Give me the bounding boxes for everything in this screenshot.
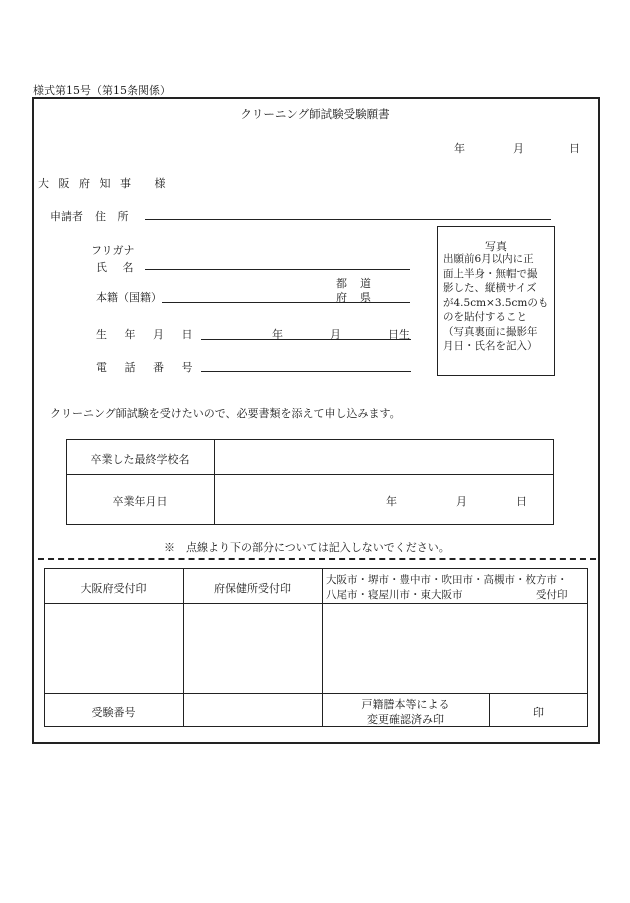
cities-line-1: 大阪市・堺市・豊中市・吹田市・高槻市・枚方市・ xyxy=(326,574,568,586)
grad-month-label: 月 xyxy=(456,495,467,508)
school-table-row-divider xyxy=(66,474,554,475)
photo-line: のを貼付すること xyxy=(443,311,527,323)
name-label: 氏 名 xyxy=(96,261,140,274)
date-month-label: 月 xyxy=(513,142,524,155)
address-field[interactable] xyxy=(145,219,551,220)
applicant-label: 申請者 xyxy=(50,210,83,223)
exam-number-label: 受験番号 xyxy=(91,706,136,719)
domicile-field[interactable] xyxy=(162,302,410,303)
birthdate-label: 生 年 月 日 xyxy=(96,328,200,341)
photo-line: 面上半身・無帽で撮 xyxy=(443,267,538,280)
grad-year-label: 年 xyxy=(386,495,397,508)
birth-day-label: 日生 xyxy=(388,328,410,341)
koseki-line-1: 戸籍謄本等による xyxy=(361,698,450,711)
school-table-divider xyxy=(214,439,215,525)
phone-field[interactable] xyxy=(201,371,411,372)
birth-month-label: 月 xyxy=(330,328,341,341)
cities-stamp-area[interactable] xyxy=(324,605,587,692)
address-label: 住 所 xyxy=(95,210,133,223)
osaka-pref-stamp-label: 大阪府受付印 xyxy=(80,582,147,595)
exam-number-field[interactable] xyxy=(185,695,321,726)
school-name-label: 卒業した最終学校名 xyxy=(90,453,190,466)
osaka-pref-stamp-area[interactable] xyxy=(46,605,182,692)
photo-instructions xyxy=(443,252,553,354)
grad-day-label: 日 xyxy=(516,495,527,508)
addressee: 大 阪 府 知 事 様 xyxy=(38,177,169,190)
phone-label: 電 話 番 号 xyxy=(96,361,200,374)
form-title: クリーニング師試験受験願書 xyxy=(240,107,390,121)
photo-line: 出願前6月以内に正 xyxy=(443,253,534,265)
date-year-label: 年 xyxy=(454,142,465,155)
photo-title: 写真 xyxy=(485,240,507,253)
koseki-line-2: 変更確認済み印 xyxy=(367,713,444,726)
birthdate-field[interactable] xyxy=(201,339,411,340)
health-center-stamp-area[interactable] xyxy=(185,605,321,692)
photo-line: （写真裏面に撮影年 xyxy=(443,325,538,338)
office-bottom-divider xyxy=(44,693,588,694)
grad-date-label: 卒業年月日 xyxy=(112,495,168,508)
health-center-stamp-label: 府保健所受付印 xyxy=(214,582,291,595)
name-field[interactable] xyxy=(145,269,410,270)
domicile-label: 本籍（国籍） xyxy=(96,291,162,304)
date-day-label: 日 xyxy=(569,142,580,155)
prefecture-suffix-top: 都 道 xyxy=(336,277,372,290)
prefecture-suffix-bottom: 府 県 xyxy=(336,291,372,304)
cities-line-2: 八尾市・寝屋川市・東大阪市 xyxy=(326,589,463,601)
notice-text: ※ 点線より下の部分については記入しないでください。 xyxy=(164,541,450,554)
birth-year-label: 年 xyxy=(272,328,283,341)
office-header-divider xyxy=(44,603,588,604)
photo-line: が4.5cm×3.5cmのも xyxy=(443,296,549,309)
form-reference: 様式第15号（第15条関係） xyxy=(33,84,171,97)
furigana-label: フリガナ xyxy=(91,244,135,257)
photo-line: 影した、縦横サイズ xyxy=(443,282,537,294)
application-statement: クリーニング師試験を受けたいので、必要書類を添えて申し込みます。 xyxy=(50,407,401,420)
dashed-separator xyxy=(38,558,596,560)
photo-line: 月日・氏名を記入） xyxy=(443,340,538,352)
cities-stamp-label: 受付印 xyxy=(536,589,568,601)
school-name-field[interactable] xyxy=(216,441,552,473)
seal-label: 印 xyxy=(533,706,544,719)
